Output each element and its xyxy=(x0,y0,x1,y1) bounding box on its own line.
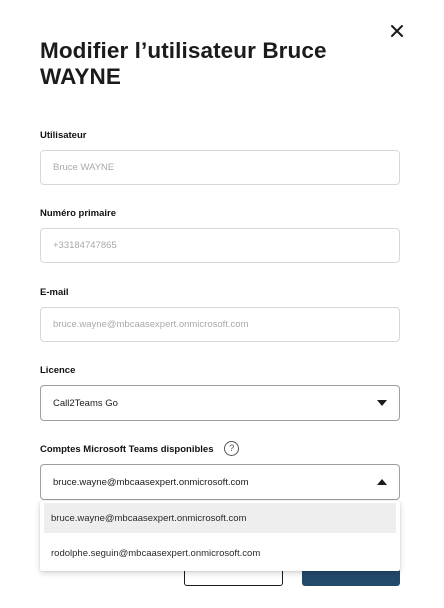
close-button[interactable] xyxy=(388,22,406,40)
license-select[interactable] xyxy=(40,385,400,421)
user-field-value: Bruce WAYNE xyxy=(53,162,115,173)
email-label: E-mail xyxy=(40,287,69,298)
primary-number-value: +33184747865 xyxy=(53,240,117,251)
user-label: Utilisateur xyxy=(40,130,87,141)
teams-accounts-label: Comptes Microsoft Teams disponibles xyxy=(40,444,214,456)
primary-number-field[interactable] xyxy=(40,228,400,263)
dropdown-option-rodolphe-seguin[interactable]: rodolphe.seguin@mbcaasexpert.onmicrosoft.com xyxy=(51,547,261,559)
email-field[interactable] xyxy=(40,307,400,342)
primary-number-label: Numéro primaire xyxy=(40,208,117,219)
teams-accounts-select[interactable] xyxy=(40,464,400,500)
question-circle-icon[interactable]: ? xyxy=(224,441,239,456)
license-select-value: Call2Teams Go xyxy=(53,397,118,409)
email-field-value: bruce.wayne@mbcaasexpert.onmicrosoft.com xyxy=(53,319,249,330)
close-icon xyxy=(388,22,406,40)
teams-accounts-select-value: bruce.wayne@mbcaasexpert.onmicrosoft.com xyxy=(53,476,249,488)
teams-accounts-dropdown xyxy=(40,501,400,571)
caret-down-icon xyxy=(377,400,387,406)
user-field[interactable] xyxy=(40,150,400,185)
teams-accounts-label-row xyxy=(40,442,239,457)
dropdown-option-bruce-wayne[interactable]: bruce.wayne@mbcaasexpert.onmicrosoft.com xyxy=(44,503,396,533)
dialog-title: Modifier l’utilisateur Bruce WAYNE xyxy=(40,38,327,89)
license-label: Licence xyxy=(40,365,76,376)
caret-up-icon xyxy=(377,479,387,485)
